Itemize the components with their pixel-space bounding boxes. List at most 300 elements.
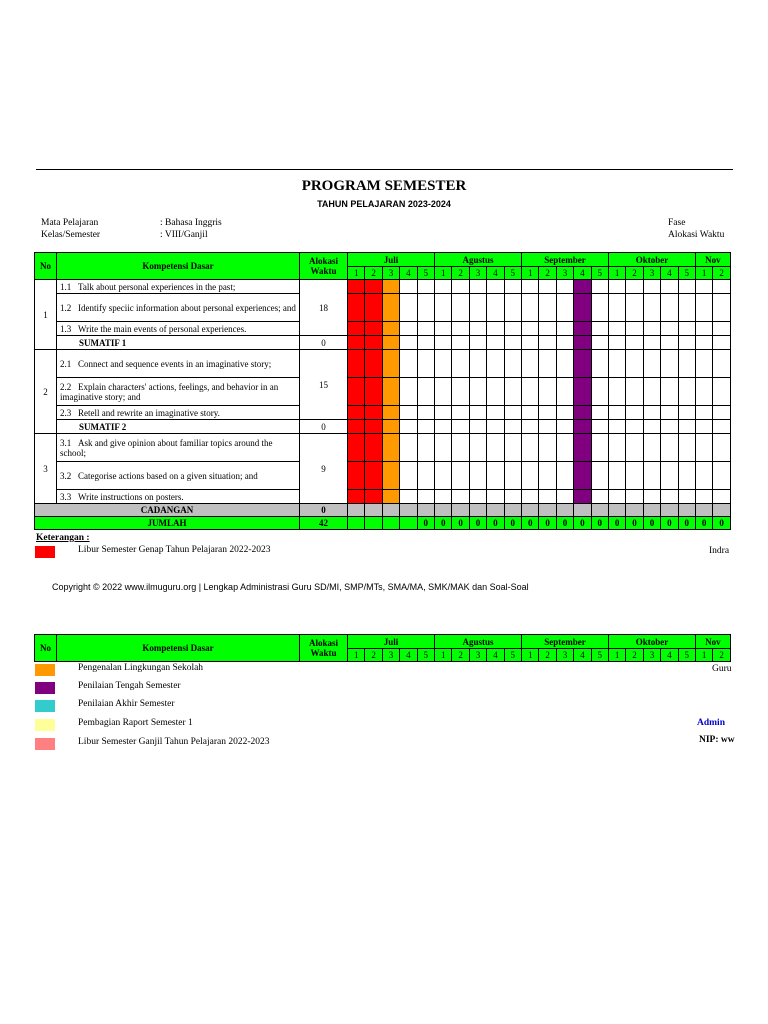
- week-header: 5: [591, 649, 608, 662]
- week-header: 1: [608, 649, 625, 662]
- week-header: 3: [382, 649, 399, 662]
- week-cell: [661, 406, 678, 420]
- legend-label: Penilaian Akhir Semester: [78, 699, 175, 709]
- week-cell: [643, 490, 660, 504]
- competency-number: 3.2: [60, 470, 72, 481]
- week-cell: [452, 462, 469, 490]
- competency-item: [57, 378, 300, 406]
- competency-number: 1.3: [60, 323, 72, 334]
- week-cell: [556, 420, 573, 434]
- jumlah-week-cell: 0: [556, 517, 573, 530]
- week-cell: [556, 294, 573, 322]
- week-cell: [365, 336, 382, 350]
- week-cell: [365, 378, 382, 406]
- signature-name: Admin: [697, 718, 725, 728]
- week-cell: [556, 378, 573, 406]
- week-cell: [469, 280, 486, 294]
- week-cell: [713, 280, 730, 294]
- kelas-value: : VIII/Ganjil: [160, 230, 208, 240]
- week-cell: [556, 280, 573, 294]
- week-header: 1: [348, 649, 365, 662]
- jumlah-week-cell: 0: [713, 517, 730, 530]
- month-header: Nov: [695, 635, 730, 649]
- week-cell: [435, 420, 452, 434]
- week-cell: [417, 280, 434, 294]
- week-cell: [504, 336, 521, 350]
- week-cell: [626, 504, 643, 517]
- week-cell: [504, 490, 521, 504]
- alokasi-value: 9: [300, 434, 348, 504]
- jumlah-week-cell: 0: [695, 517, 712, 530]
- week-cell: [591, 420, 608, 434]
- week-cell: [539, 294, 556, 322]
- week-cell: [504, 322, 521, 336]
- week-header: 1: [435, 649, 452, 662]
- repeated-header-table: [34, 634, 731, 662]
- week-cell: [626, 336, 643, 350]
- week-cell: [678, 294, 695, 322]
- week-header: 3: [556, 267, 573, 280]
- week-cell: [522, 322, 539, 336]
- jumlah-week-cell: 0: [643, 517, 660, 530]
- mapel-value: : Bahasa Inggris: [160, 218, 222, 228]
- week-cell: [452, 280, 469, 294]
- week-cell: [539, 406, 556, 420]
- week-header: 5: [591, 267, 608, 280]
- week-cell: [713, 406, 730, 420]
- legend-swatch: [35, 738, 55, 750]
- week-header: 2: [539, 649, 556, 662]
- week-cell: [556, 504, 573, 517]
- week-cell: [574, 490, 591, 504]
- week-cell: [452, 294, 469, 322]
- jumlah-week-cell: [382, 517, 399, 530]
- week-header: 2: [626, 649, 643, 662]
- week-cell: [348, 420, 365, 434]
- page-title: PROGRAM SEMESTER: [301, 178, 467, 194]
- week-cell: [417, 406, 434, 420]
- week-cell: [435, 504, 452, 517]
- competency-item: [57, 294, 300, 322]
- week-cell: [435, 490, 452, 504]
- week-cell: [661, 294, 678, 322]
- week-cell: [574, 322, 591, 336]
- week-cell: [469, 294, 486, 322]
- sumatif-value: 0: [300, 420, 348, 434]
- week-cell: [608, 490, 625, 504]
- week-cell: [643, 462, 660, 490]
- week-cell: [556, 462, 573, 490]
- week-cell: [574, 434, 591, 462]
- week-cell: [522, 490, 539, 504]
- week-cell: [643, 406, 660, 420]
- week-cell: [643, 322, 660, 336]
- week-cell: [591, 434, 608, 462]
- week-cell: [539, 378, 556, 406]
- week-cell: [435, 336, 452, 350]
- cadangan-label: CADANGAN: [35, 504, 300, 517]
- competency-number: 3.3: [60, 491, 72, 502]
- week-cell: [382, 350, 399, 378]
- week-cell: [400, 504, 417, 517]
- week-cell: [643, 294, 660, 322]
- week-cell: [417, 504, 434, 517]
- month-header: Oktober: [608, 253, 695, 267]
- week-cell: [713, 462, 730, 490]
- week-cell: [522, 504, 539, 517]
- week-cell: [348, 336, 365, 350]
- competency-text: Write the main events of personal experiences.: [78, 323, 247, 334]
- week-cell: [661, 462, 678, 490]
- week-cell: [539, 434, 556, 462]
- week-header: 2: [365, 267, 382, 280]
- week-cell: [487, 504, 504, 517]
- week-cell: [626, 434, 643, 462]
- week-cell: [539, 350, 556, 378]
- week-header: 5: [417, 267, 434, 280]
- week-cell: [678, 322, 695, 336]
- jumlah-week-cell: 0: [574, 517, 591, 530]
- legend-swatch: [35, 664, 55, 676]
- week-cell: [417, 420, 434, 434]
- competency-number: 1.2: [60, 302, 72, 313]
- week-cell: [608, 280, 625, 294]
- competency-item: [57, 434, 300, 462]
- week-cell: [695, 420, 712, 434]
- week-cell: [695, 378, 712, 406]
- week-cell: [400, 322, 417, 336]
- week-cell: [365, 420, 382, 434]
- week-cell: [661, 420, 678, 434]
- alokasi-value: 18: [300, 280, 348, 336]
- week-cell: [539, 280, 556, 294]
- week-cell: [661, 378, 678, 406]
- week-cell: [539, 336, 556, 350]
- week-cell: [591, 294, 608, 322]
- week-cell: [661, 350, 678, 378]
- week-cell: [695, 490, 712, 504]
- week-cell: [487, 350, 504, 378]
- week-cell: [400, 378, 417, 406]
- week-cell: [608, 322, 625, 336]
- week-header: 5: [417, 649, 434, 662]
- page-subtitle: TAHUN PELAJARAN 2023-2024: [317, 199, 451, 209]
- col-no-header: No: [35, 635, 57, 662]
- week-cell: [487, 434, 504, 462]
- competency-text: Ask and give opinion about familiar topics around the school;: [60, 437, 273, 458]
- week-cell: [365, 322, 382, 336]
- week-cell: [661, 490, 678, 504]
- week-cell: [608, 350, 625, 378]
- week-cell: [678, 434, 695, 462]
- week-cell: [661, 504, 678, 517]
- week-cell: [678, 462, 695, 490]
- week-cell: [469, 420, 486, 434]
- week-cell: [591, 406, 608, 420]
- week-cell: [435, 406, 452, 420]
- week-header: 2: [365, 649, 382, 662]
- week-cell: [504, 462, 521, 490]
- week-cell: [591, 462, 608, 490]
- week-cell: [608, 336, 625, 350]
- col-alokasi-header: [300, 253, 348, 280]
- week-cell: [608, 378, 625, 406]
- week-cell: [435, 294, 452, 322]
- week-cell: [522, 350, 539, 378]
- week-cell: [487, 490, 504, 504]
- sumatif-label: SUMATIF 2: [57, 420, 300, 434]
- week-cell: [626, 280, 643, 294]
- week-cell: [365, 350, 382, 378]
- week-cell: [504, 406, 521, 420]
- week-cell: [382, 434, 399, 462]
- jumlah-week-cell: 0: [469, 517, 486, 530]
- week-cell: [452, 350, 469, 378]
- week-cell: [678, 280, 695, 294]
- week-cell: [348, 280, 365, 294]
- week-cell: [626, 350, 643, 378]
- week-cell: [574, 294, 591, 322]
- jumlah-week-cell: [348, 517, 365, 530]
- month-header: September: [522, 253, 609, 267]
- week-cell: [678, 504, 695, 517]
- week-cell: [608, 434, 625, 462]
- jumlah-week-cell: 0: [504, 517, 521, 530]
- week-cell: [678, 406, 695, 420]
- week-header: 4: [487, 649, 504, 662]
- week-cell: [608, 420, 625, 434]
- week-cell: [608, 294, 625, 322]
- competency-item: [57, 462, 300, 490]
- week-cell: [695, 504, 712, 517]
- week-cell: [626, 322, 643, 336]
- week-cell: [556, 490, 573, 504]
- jumlah-week-cell: 0: [522, 517, 539, 530]
- week-cell: [643, 336, 660, 350]
- week-header: 2: [452, 267, 469, 280]
- week-cell: [504, 434, 521, 462]
- competency-item: [57, 322, 300, 336]
- week-header: 1: [695, 649, 712, 662]
- week-cell: [417, 378, 434, 406]
- week-cell: [713, 434, 730, 462]
- week-cell: [469, 322, 486, 336]
- week-cell: [469, 490, 486, 504]
- week-cell: [574, 504, 591, 517]
- week-cell: [365, 280, 382, 294]
- week-cell: [469, 350, 486, 378]
- week-cell: [348, 322, 365, 336]
- jumlah-week-cell: 0: [608, 517, 625, 530]
- competency-item: [57, 490, 300, 504]
- week-cell: [522, 280, 539, 294]
- week-header: 3: [382, 267, 399, 280]
- week-cell: [713, 350, 730, 378]
- week-header: 5: [504, 649, 521, 662]
- month-header: Agustus: [435, 253, 522, 267]
- mapel-label: Mata Pelajaran: [41, 218, 99, 228]
- week-cell: [487, 378, 504, 406]
- program-semester-table: [34, 252, 731, 530]
- competency-number: 1.1: [60, 281, 72, 292]
- competency-number: 2.3: [60, 407, 72, 418]
- week-cell: [435, 434, 452, 462]
- week-cell: [504, 294, 521, 322]
- week-cell: [487, 462, 504, 490]
- jumlah-value: 42: [300, 517, 348, 530]
- competency-text: Connect and sequence events in an imaginative story;: [78, 358, 272, 369]
- week-cell: [695, 406, 712, 420]
- week-cell: [643, 504, 660, 517]
- sumatif-label: SUMATIF 1: [57, 336, 300, 350]
- week-cell: [539, 322, 556, 336]
- jumlah-week-cell: 0: [452, 517, 469, 530]
- week-cell: [539, 462, 556, 490]
- jumlah-week-cell: 0: [539, 517, 556, 530]
- week-cell: [626, 294, 643, 322]
- week-cell: [661, 280, 678, 294]
- week-cell: [713, 420, 730, 434]
- week-cell: [348, 504, 365, 517]
- week-cell: [695, 462, 712, 490]
- week-cell: [382, 504, 399, 517]
- week-cell: [469, 462, 486, 490]
- legend-label: Libur Semester Ganjil Tahun Pelajaran 2022-2023: [78, 737, 270, 747]
- week-cell: [348, 406, 365, 420]
- jumlah-week-cell: 0: [591, 517, 608, 530]
- week-cell: [678, 490, 695, 504]
- week-cell: [417, 490, 434, 504]
- week-cell: [365, 504, 382, 517]
- week-cell: [643, 434, 660, 462]
- week-header: 1: [522, 267, 539, 280]
- week-cell: [417, 322, 434, 336]
- week-cell: [400, 462, 417, 490]
- week-cell: [695, 280, 712, 294]
- week-cell: [382, 322, 399, 336]
- week-cell: [400, 294, 417, 322]
- week-cell: [400, 490, 417, 504]
- week-cell: [365, 462, 382, 490]
- week-cell: [695, 434, 712, 462]
- week-cell: [504, 378, 521, 406]
- legend-swatch: [35, 546, 55, 558]
- week-cell: [522, 378, 539, 406]
- week-cell: [713, 322, 730, 336]
- week-cell: [713, 336, 730, 350]
- legend-label: Penilaian Tengah Semester: [78, 681, 181, 691]
- legend-swatch: [35, 682, 55, 694]
- jumlah-week-cell: 0: [661, 517, 678, 530]
- week-cell: [608, 504, 625, 517]
- week-header: 4: [574, 267, 591, 280]
- week-cell: [348, 294, 365, 322]
- cadangan-value: 0: [300, 504, 348, 517]
- week-cell: [626, 406, 643, 420]
- competency-item: [57, 280, 300, 294]
- alokasi-line-1: Alokasi: [308, 256, 338, 266]
- week-cell: [348, 434, 365, 462]
- alokasi-line-2: Waktu: [310, 648, 337, 658]
- jumlah-week-cell: 0: [435, 517, 452, 530]
- week-cell: [487, 420, 504, 434]
- week-cell: [626, 462, 643, 490]
- group-number: 3: [35, 434, 57, 504]
- week-cell: [365, 434, 382, 462]
- month-header: September: [522, 635, 609, 649]
- week-cell: [713, 294, 730, 322]
- week-cell: [452, 336, 469, 350]
- week-cell: [591, 280, 608, 294]
- week-cell: [487, 336, 504, 350]
- jumlah-week-cell: 0: [626, 517, 643, 530]
- week-cell: [435, 378, 452, 406]
- week-cell: [695, 294, 712, 322]
- week-cell: [382, 490, 399, 504]
- week-cell: [678, 420, 695, 434]
- week-cell: [435, 350, 452, 378]
- week-cell: [626, 420, 643, 434]
- week-header: 3: [556, 649, 573, 662]
- week-cell: [522, 434, 539, 462]
- week-cell: [487, 294, 504, 322]
- week-header: 2: [626, 267, 643, 280]
- alokasi-value: 15: [300, 350, 348, 420]
- competency-text: Talk about personal experiences in the past;: [78, 281, 236, 292]
- month-header: Juli: [348, 635, 435, 649]
- month-header: Oktober: [608, 635, 695, 649]
- fase-label: Fase: [668, 218, 686, 228]
- week-header: 5: [678, 267, 695, 280]
- week-cell: [643, 280, 660, 294]
- week-cell: [504, 280, 521, 294]
- week-cell: [522, 462, 539, 490]
- week-cell: [591, 504, 608, 517]
- week-cell: [608, 406, 625, 420]
- week-cell: [400, 336, 417, 350]
- week-header: 2: [713, 649, 730, 662]
- week-cell: [469, 336, 486, 350]
- group-number: 2: [35, 350, 57, 434]
- week-cell: [591, 336, 608, 350]
- week-header: 4: [661, 267, 678, 280]
- competency-text: Identify speciic information about personal experiences; and: [78, 302, 296, 313]
- week-header: 3: [469, 267, 486, 280]
- alokasi-label: Alokasi Waktu: [668, 230, 725, 240]
- week-cell: [695, 322, 712, 336]
- week-cell: [695, 350, 712, 378]
- week-cell: [556, 336, 573, 350]
- week-header: 3: [643, 649, 660, 662]
- week-cell: [556, 322, 573, 336]
- jumlah-week-cell: 0: [678, 517, 695, 530]
- week-cell: [435, 280, 452, 294]
- week-cell: [487, 322, 504, 336]
- week-cell: [487, 280, 504, 294]
- jumlah-week-cell: [400, 517, 417, 530]
- week-cell: [504, 350, 521, 378]
- week-header: 1: [695, 267, 712, 280]
- week-cell: [435, 462, 452, 490]
- week-cell: [574, 420, 591, 434]
- week-cell: [713, 378, 730, 406]
- week-cell: [643, 420, 660, 434]
- week-cell: [574, 336, 591, 350]
- week-cell: [348, 378, 365, 406]
- jumlah-label: JUMLAH: [35, 517, 300, 530]
- week-cell: [522, 406, 539, 420]
- week-cell: [348, 490, 365, 504]
